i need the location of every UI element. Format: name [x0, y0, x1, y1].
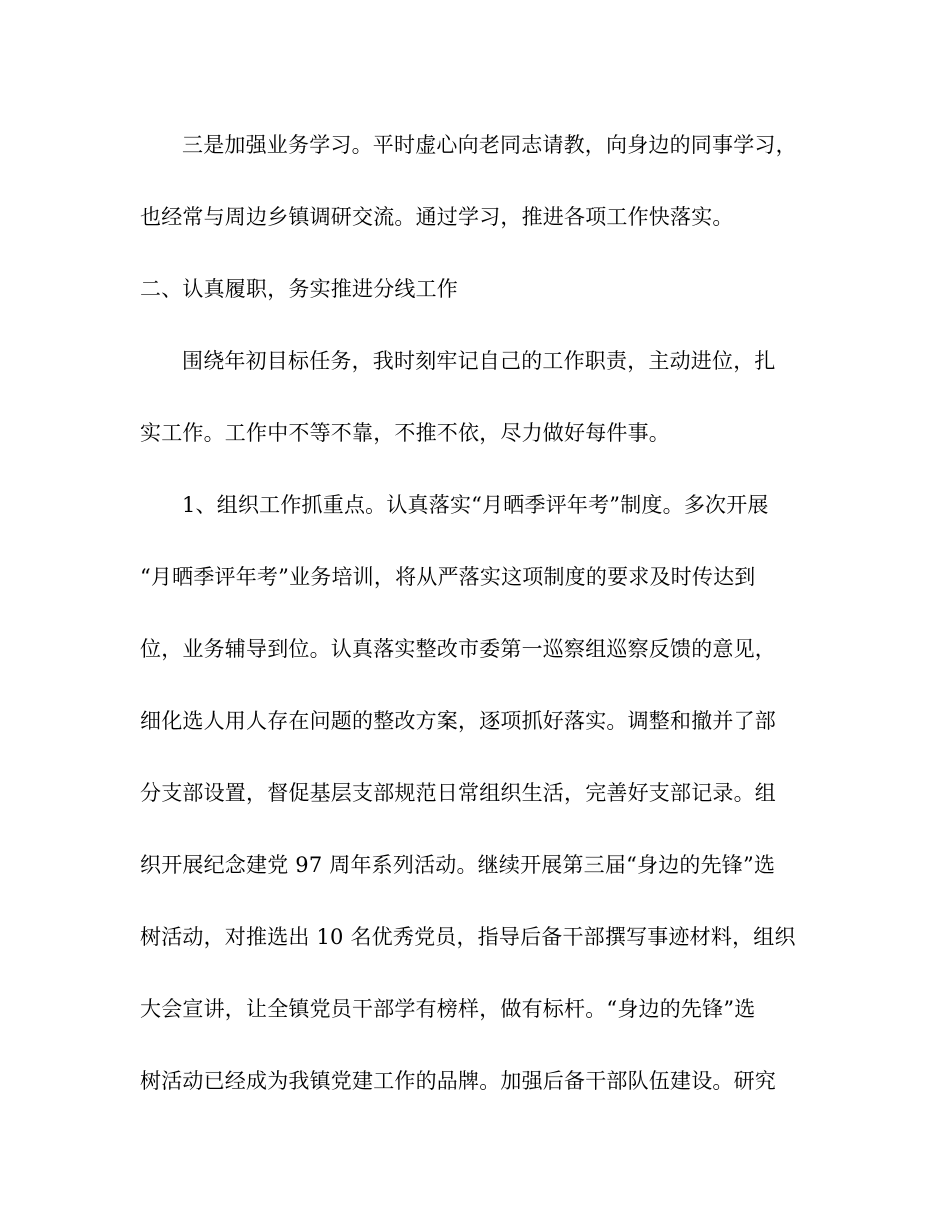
paragraph-line: 大会宣讲，让全镇党员干部学有榜样，做有标杆。“身边的先锋”选: [140, 997, 756, 1021]
paragraph-line: 围绕年初目标任务，我时刻牢记自己的工作职责，主动进位，扎: [182, 349, 776, 373]
paragraph-line: 实工作。工作中不等不靠，不推不依，尽力做好每件事。: [140, 421, 670, 445]
paragraph-line: 细化选人用人存在问题的整改方案，逐项抓好落实。调整和撤并了部: [140, 709, 776, 733]
paragraph-line: 也经常与周边乡镇调研交流。通过学习，推进各项工作快落实。: [140, 205, 734, 229]
paragraph-line: 分支部设置，督促基层支部规范日常组织生活，完善好支部记录。组: [140, 781, 776, 805]
paragraph-line: 树活动，对推选出 10 名优秀党员，指导后备干部撰写事迹材料，组织: [140, 925, 796, 949]
paragraph-line: 织开展纪念建党 97 周年系列活动。继续开展第三届“身边的先锋”选: [140, 853, 776, 877]
paragraph-line: 三是加强业务学习。平时虚心向老同志请教，向身边的同事学习，: [182, 133, 797, 157]
document-body: [140, 125, 820, 1133]
section-heading: 二、认真履职，务实推进分线工作: [140, 277, 458, 301]
paragraph-line: 1、组织工作抓重点。认真落实“月晒季评年考”制度。多次开展: [182, 493, 769, 517]
paragraph-line: “月晒季评年考”业务培训，将从严落实这项制度的要求及时传达到: [140, 565, 756, 589]
paragraph-line: 位，业务辅导到位。认真落实整改市委第一巡察组巡察反馈的意见，: [140, 637, 776, 661]
paragraph-line: 树活动已经成为我镇党建工作的品牌。加强后备干部队伍建设。研究: [140, 1069, 776, 1093]
